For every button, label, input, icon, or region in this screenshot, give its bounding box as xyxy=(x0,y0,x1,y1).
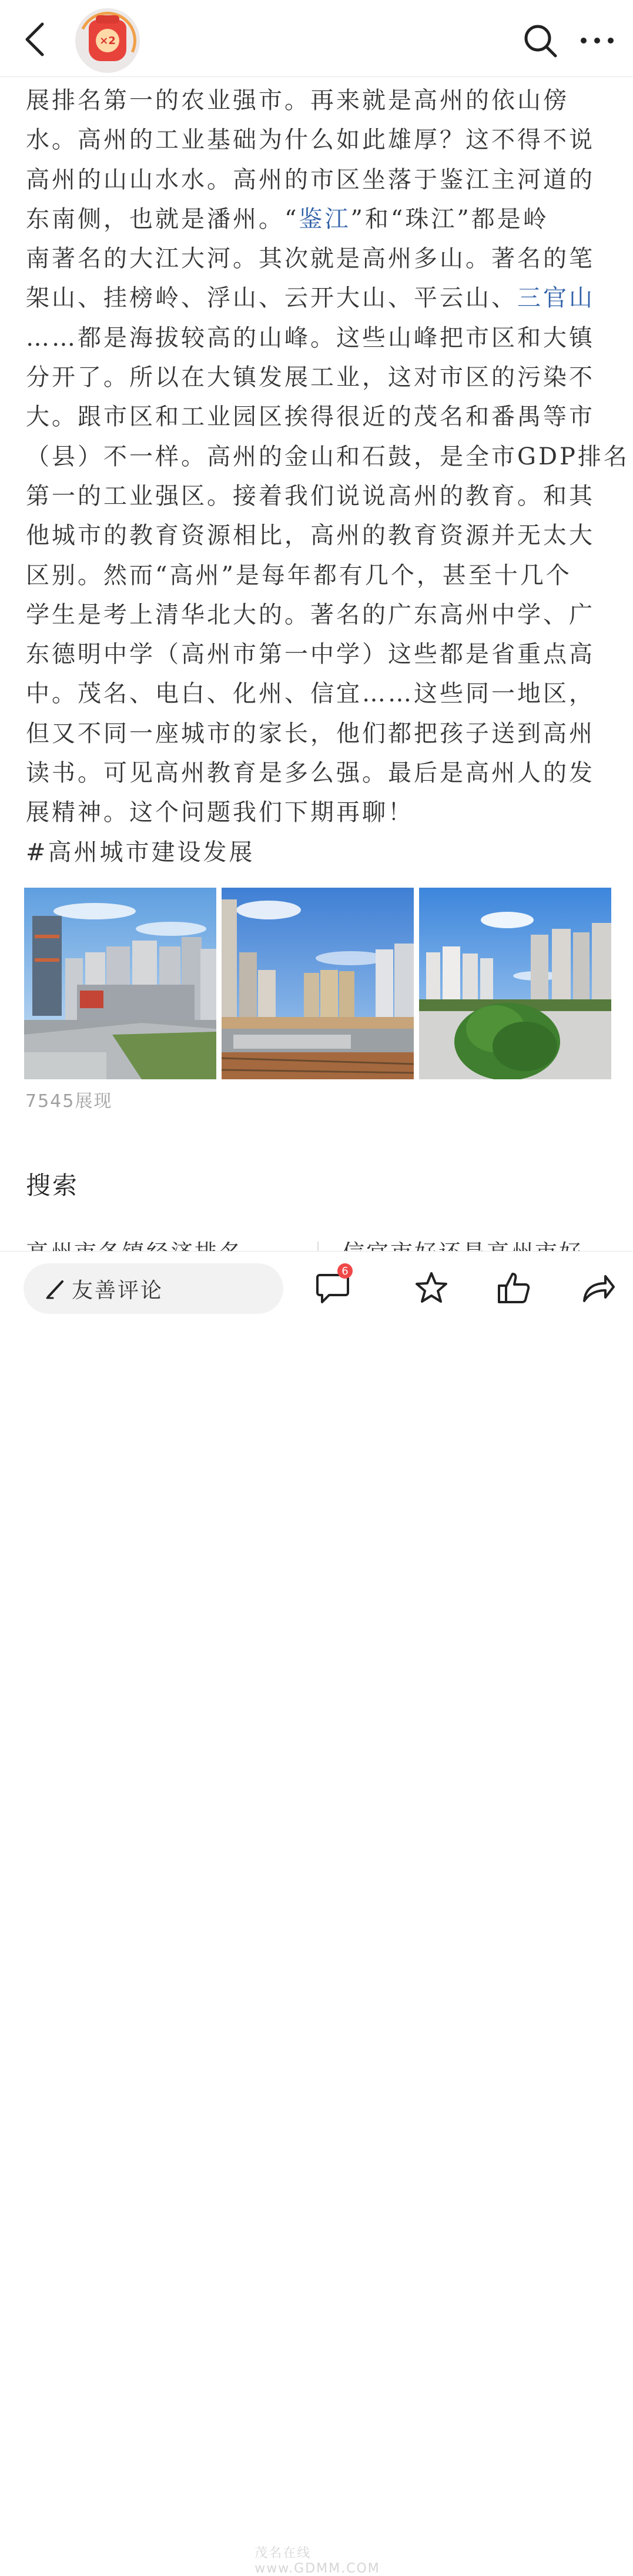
comments-button[interactable] xyxy=(309,1264,356,1312)
comment-input[interactable] xyxy=(24,1263,283,1314)
construction-site-photo[interactable] xyxy=(222,888,414,1079)
article-line xyxy=(26,200,614,239)
back-arrow-icon xyxy=(24,22,47,57)
article-line: （县）不一样。高州的金山和石鼓，是全市GDP排名 xyxy=(26,443,629,470)
article-text: 架山、挂榜岭、浮山、云开大山、平云山、 xyxy=(26,285,517,312)
city-street-photo[interactable] xyxy=(419,888,611,1079)
like-button[interactable] xyxy=(490,1264,537,1312)
article-line: 读书。可见高州教育是多么强。最后是高州人的发 xyxy=(26,760,595,787)
article-line: ……都是海拔较高的山峰。这些山峰把市区和大镇 xyxy=(26,324,595,352)
article-line: 水。高州的工业基础为什么如此雄厚？这不得不说 xyxy=(26,126,595,154)
red-packet-promo[interactable] xyxy=(75,8,140,73)
comment-count-badge: 6 xyxy=(337,1263,353,1279)
article-line: 中。茂名、电白、化州、信宜……这些同一地区， xyxy=(26,680,595,708)
promo-badge: ×2 xyxy=(96,29,119,52)
comment-placeholder: 友善评论 xyxy=(72,1278,164,1303)
site-watermark: 茂名在线 www.GDMM.COM xyxy=(254,2546,380,2576)
share-button[interactable] xyxy=(575,1264,622,1312)
article-text: 东南侧，也就是潘州。“ xyxy=(26,205,299,233)
article-body xyxy=(26,81,629,872)
article-line: 区别。然而“高州”是每年都有几个，甚至十几个 xyxy=(26,561,572,589)
favorite-button[interactable] xyxy=(408,1264,455,1312)
article-line: 东德明中学（高州市第一中学）这些都是省重点高 xyxy=(26,641,595,668)
thumbs-up-icon xyxy=(496,1270,531,1306)
article-line: 他城市的教育资源相比，高州的教育资源并无太大 xyxy=(26,522,595,550)
article-text: ”和“珠江”都是岭 xyxy=(350,205,549,233)
article-line: 展精神。这个问题我们下期再聊！ xyxy=(26,799,414,827)
article-line: 展排名第一的农业强市。再来就是高州的依山傍 xyxy=(26,87,569,114)
pen-icon xyxy=(43,1277,67,1300)
more-button[interactable] xyxy=(574,20,621,61)
article-line xyxy=(26,279,614,318)
back-button[interactable] xyxy=(16,18,54,61)
article-line: 学生是考上清华北大的。著名的广东高州中学、广 xyxy=(26,601,595,628)
bottom-action-bar xyxy=(0,1251,633,2576)
article-line: 大。跟市区和工业园区挨得很近的茂名和番禺等市 xyxy=(26,403,595,431)
search-icon xyxy=(523,23,558,58)
search-button[interactable] xyxy=(520,20,561,61)
star-icon xyxy=(414,1270,449,1306)
article-line: 分开了。所以在大镇发展工业，这对市区的污染不 xyxy=(26,364,595,392)
city-mall-photo[interactable] xyxy=(24,888,216,1079)
link-sanguanshan[interactable]: 三官山 xyxy=(517,285,595,312)
image-grid xyxy=(24,888,611,1079)
red-packet-icon xyxy=(89,20,126,61)
article-line: 但又不同一座城市的家长，他们都把孩子送到高州 xyxy=(26,720,595,747)
hashtag-link[interactable]: #高州城市建设发展 xyxy=(26,838,255,866)
link-jianjiang[interactable]: 鉴江 xyxy=(299,205,351,233)
article-line: 第一的工业强区。接着我们说说高州的教育。和其 xyxy=(26,482,595,510)
share-arrow-icon xyxy=(581,1270,616,1306)
article-line: 南著名的大江大河。其次就是高州多山。著名的笔 xyxy=(26,245,595,273)
top-bar xyxy=(0,0,633,77)
search-section-title: 搜索 xyxy=(26,1171,79,1200)
article-line: 高州的山山水水。高州的市区坐落于鉴江主河道的 xyxy=(26,166,595,193)
more-icon xyxy=(580,36,615,45)
view-count: 7545展现 xyxy=(25,1091,113,1112)
